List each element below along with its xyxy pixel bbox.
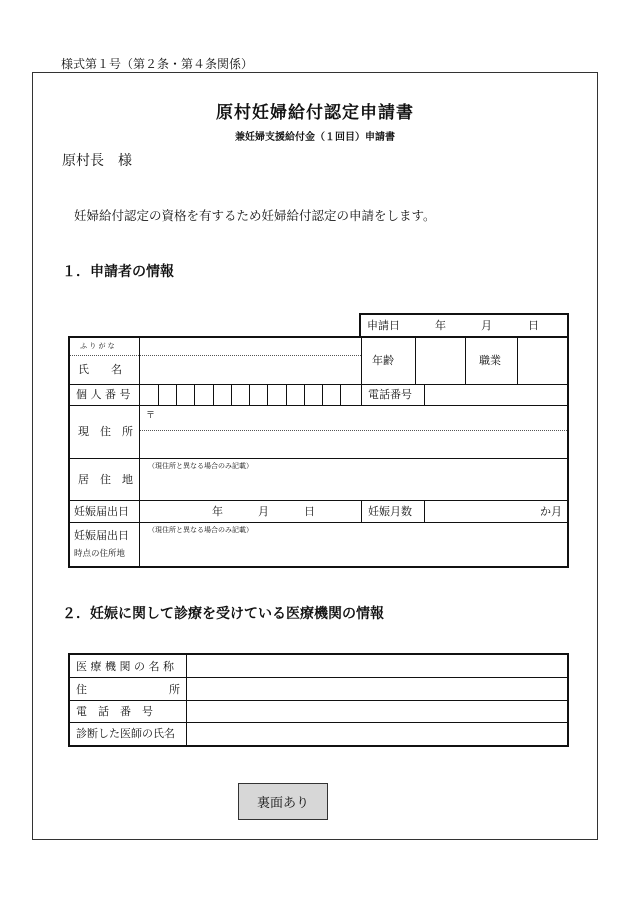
form-subtitle: 兼妊婦支援給付金（１回目）申請書 bbox=[235, 132, 395, 143]
residence-note: （現住所と異なる場合のみ記載） bbox=[148, 462, 253, 470]
section2-heading: ２．妊娠に関して診療を受けている医療機関の情報 bbox=[62, 606, 384, 622]
age-label: 年齢 bbox=[372, 354, 394, 367]
section1-heading: １．申請者の情報 bbox=[62, 264, 174, 280]
form-title: 原村妊婦給付認定申請書 bbox=[216, 103, 414, 123]
application-date-year: 年 bbox=[435, 319, 446, 332]
institution-address-label-left: 住 bbox=[76, 683, 87, 696]
doctor-name-label: 診断した医師の氏名 bbox=[76, 727, 175, 740]
application-date-box bbox=[359, 313, 569, 338]
notice-address-label-1: 妊娠届出日 bbox=[74, 529, 129, 542]
applicant-table bbox=[68, 336, 569, 568]
pregnancy-notice-date-label: 妊娠届出日 bbox=[74, 505, 129, 518]
application-date-label: 申請日 bbox=[367, 319, 400, 332]
pregnancy-notice-day: 日 bbox=[304, 505, 315, 518]
residence-label: 居 住 地 bbox=[78, 473, 133, 486]
back-side-button[interactable]: 裏面あり bbox=[238, 783, 328, 820]
phone-label: 電話番号 bbox=[368, 388, 412, 401]
institution-phone-label: 電 話 番 号 bbox=[76, 705, 153, 718]
application-date-month: 月 bbox=[481, 319, 492, 332]
institution-name-label: 医 療 機 関 の 名 称 bbox=[76, 660, 174, 673]
pregnancy-months-unit: か月 bbox=[540, 505, 562, 518]
addressee: 原村長 様 bbox=[62, 153, 132, 169]
current-address-label: 現 住 所 bbox=[78, 425, 133, 438]
medical-institution-table bbox=[68, 653, 569, 747]
name-label: 氏 名 bbox=[78, 363, 122, 376]
pregnancy-notice-month: 月 bbox=[258, 505, 269, 518]
postal-mark: 〒 bbox=[146, 411, 156, 421]
notice-address-note: （現住所と異なる場合のみ記載） bbox=[148, 526, 253, 534]
furigana-label: ふ り が な bbox=[80, 342, 115, 350]
personal-number-label: 個 人 番 号 bbox=[76, 388, 131, 401]
pregnancy-notice-year: 年 bbox=[212, 505, 223, 518]
occupation-label: 職業 bbox=[479, 354, 501, 367]
form-number: 様式第１号（第２条・第４条関係） bbox=[61, 57, 254, 71]
application-date-day: 日 bbox=[528, 319, 539, 332]
institution-address-label-right: 所 bbox=[169, 683, 180, 696]
pregnancy-months-label: 妊娠月数 bbox=[368, 505, 412, 518]
notice-address-label-2: 時点の住所地 bbox=[74, 549, 126, 559]
intro-text: 妊婦給付認定の資格を有するため妊婦給付認定の申請をします。 bbox=[74, 208, 436, 223]
